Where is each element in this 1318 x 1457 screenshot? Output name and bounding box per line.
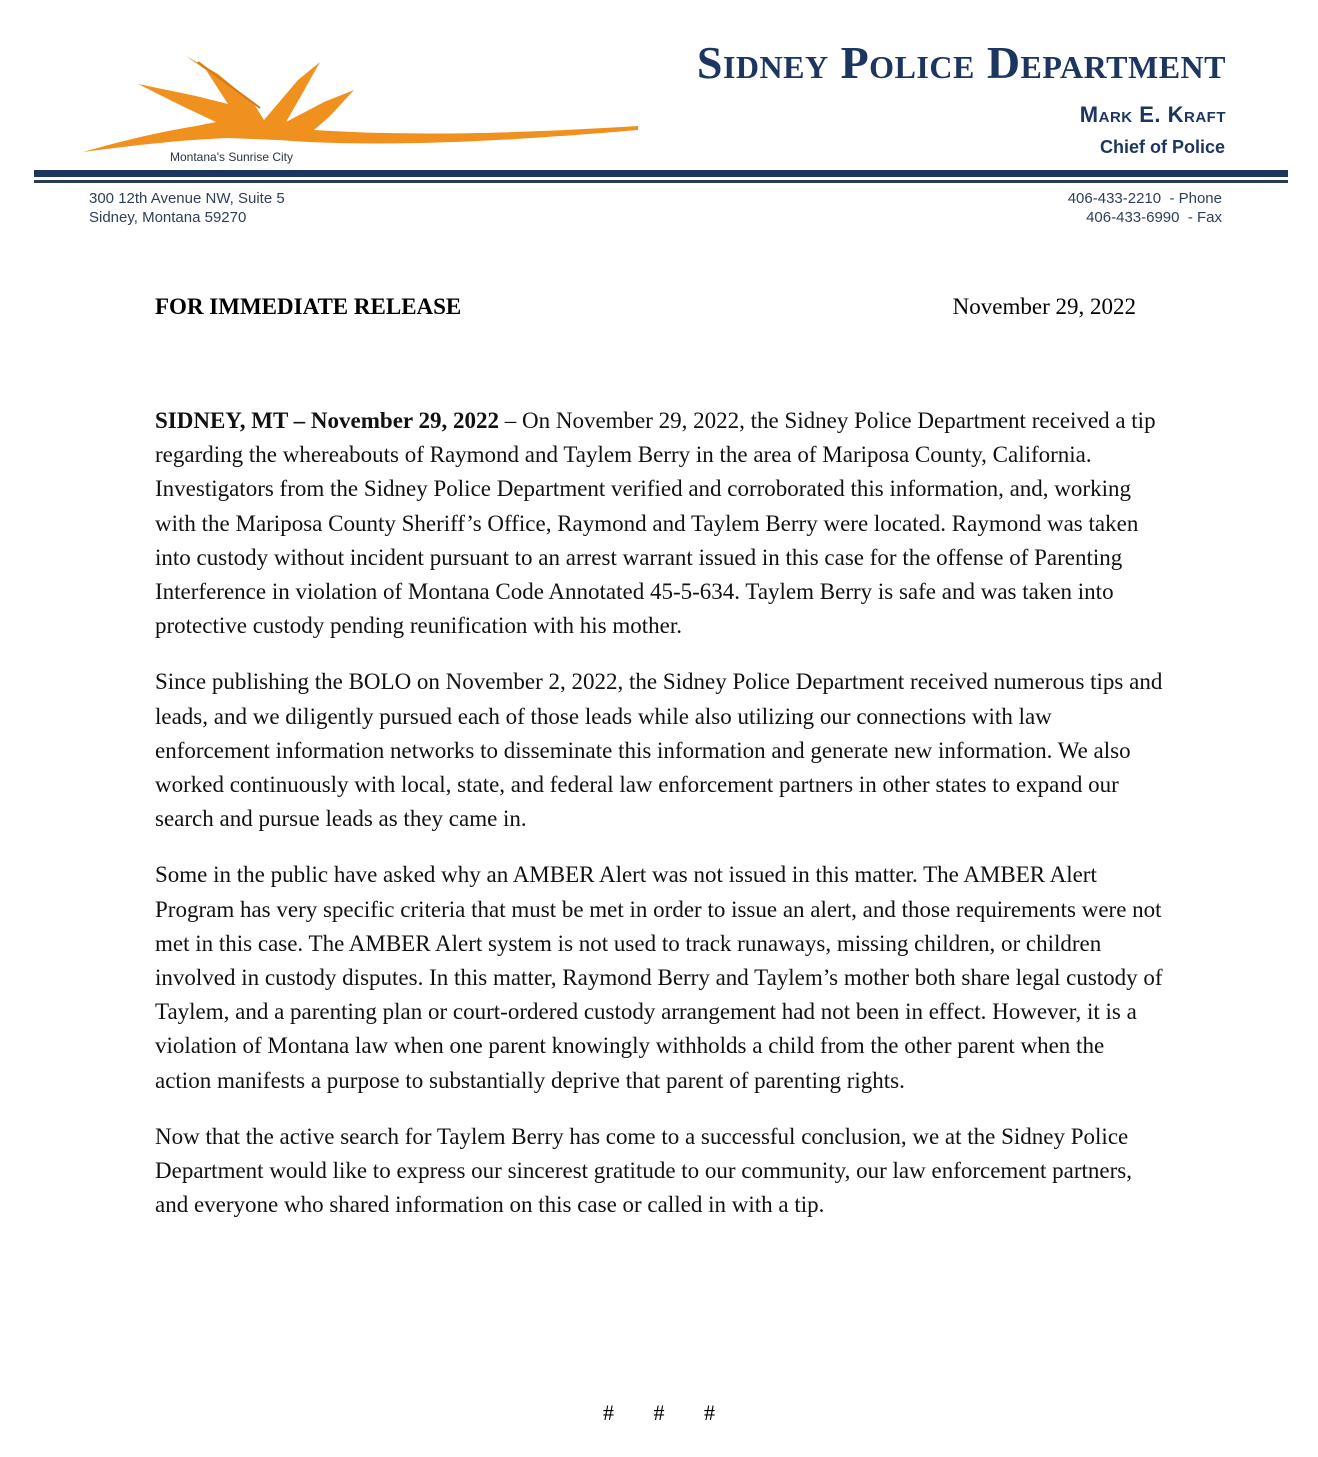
fax-number: 406-433-6990 - Fax [1086,209,1222,226]
end-mark-2: # [653,1400,665,1425]
address-line-1: 300 12th Avenue NW, Suite 5 [89,190,285,207]
dateline: SIDNEY, MT – November 29, 2022 [155,408,499,433]
department-name: Sidney Police Department [696,37,1226,88]
paragraph-1-text: – On November 29, 2022, the Sidney Police Department received a tip regarding the whereabouts of Raymond and Taylem Berry in the area of Mariposa County, California. Investigators from the Sidney Police Department verified and corroborated this information, and, working with the Mariposa County Sheriff’s Office, Raymond and Taylem Berry were located. Raymond was taken into custody without incident pursuant to an arrest warrant issued in this case for the offense of Parenting Interference in violation of Montana Code Annotated 45-5-634. Taylem Berry is safe and was taken into protective custody pending reunification with his mother. [155,408,1156,639]
header-divider-thick [34,170,1288,177]
release-date: November 29, 2022 [952,294,1136,319]
tagline: Montana's Sunrise City [170,150,294,164]
paragraph-4: Now that the active search for Taylem Berry has come to a successful conclusion, we at the Sidney Police Department would like to express our sincerest gratitude to our community, our law enforcement partners, and everyone who shared information on this case or called in with a tip. [155,1123,1132,1218]
contact-block [1068,189,1222,227]
address-line-2: Sidney, Montana 59270 [89,209,247,226]
end-of-release-mark [0,1400,1318,1426]
paragraph-3: Some in the public have asked why an AMBER Alert was not issued in this matter. The AMBER Alert Program has very specific criteria that must be met in order to issue an alert, and those requirements were not met in this case. The AMBER Alert system is not used to track runaways, missing children, or children involved in custody disputes. In this matter, Raymond Berry and Taylem’s mother both share legal custody of Taylem, and a parenting plan or court-ordered custody arrangement had not been in effect. However, it is a violation of Montana law when one parent knowingly withholds a child from the other parent when the action manifests a purpose to substantially deprive that parent of parenting rights. [155,862,1163,1093]
paragraph-1 [155,404,1165,643]
paragraph-2: Since publishing the BOLO on November 2, 2022, the Sidney Police Department received numerous tips and leads, and we diligently pursued each of those leads while also utilizing our connections with law enforcement information networks to disseminate this information and generate new information. We also worked continuously with local, state, and federal law enforcement partners in other states to expand our search and pursue leads as they came in. [155,669,1163,832]
end-mark-3: # [704,1400,715,1425]
chief-name: Mark E. Kraft [1079,102,1226,127]
header-divider-thin [34,180,1288,183]
address-block [89,189,285,227]
phone-number: 406-433-2210 - Phone [1067,190,1222,207]
release-body [155,404,1165,1244]
chief-title: Chief of Police [1099,137,1225,157]
end-mark-1: # [603,1400,614,1425]
sunburst-logo-icon [78,50,648,160]
release-label: FOR IMMEDIATE RELEASE [155,294,462,319]
